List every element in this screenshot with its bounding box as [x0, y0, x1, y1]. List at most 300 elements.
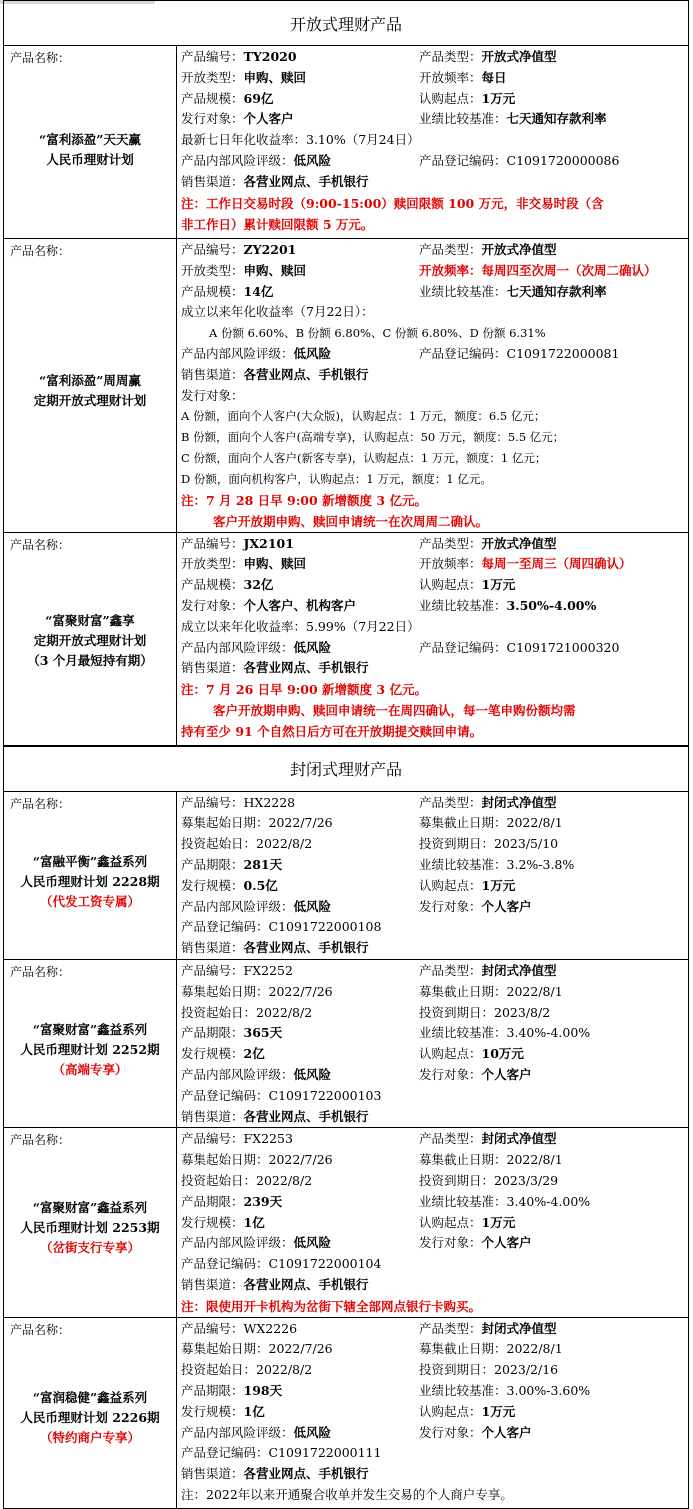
field-text: 产品内部风险评级： — [181, 345, 294, 361]
field-text: C1091722000103 — [268, 1087, 382, 1103]
detail-row — [181, 575, 688, 596]
issue-label: 发行对象： — [181, 387, 244, 403]
field-text: 业绩比较基准： — [419, 1193, 507, 1209]
field-text: 开放频率： — [419, 556, 482, 572]
field-text: 产品内部风险评级： — [181, 639, 294, 655]
product-name-label: 产品名称： — [10, 537, 71, 552]
field-text: 低风险 — [293, 1424, 332, 1440]
field-text: 1亿 — [243, 1214, 265, 1230]
product-name-label: 产品名称： — [10, 244, 71, 258]
product-name-cell — [4, 239, 177, 533]
field-text: 产品编号： — [181, 794, 244, 810]
detail-row — [181, 344, 688, 365]
detail-row — [181, 1213, 688, 1234]
product-sheet — [3, 0, 689, 1509]
detail-row — [181, 68, 688, 89]
field-text: 2022/8/1 — [506, 1152, 563, 1168]
field-text: 开放式净值型 — [481, 242, 557, 257]
field-text: 产品类型： — [419, 794, 482, 810]
field-text: 产品期限： — [181, 856, 244, 872]
field-text: 封闭式净值型 — [481, 794, 557, 810]
open-section-title: 开放式理财产品 — [3, 0, 689, 45]
field-text: 申购、赎回 — [243, 69, 307, 85]
field-text: 募集起始日期： — [181, 983, 269, 999]
field-text: 投资起始日： — [181, 1362, 257, 1378]
field-text: 1万元 — [481, 877, 516, 893]
field-text: 产品登记编码： — [181, 919, 269, 935]
product-details — [177, 532, 689, 745]
field-text: 各营业网点、手机银行 — [243, 1276, 369, 1292]
detail-row — [181, 961, 688, 982]
field-text: 发行对象： — [181, 111, 244, 127]
field-text: 低风险 — [293, 345, 332, 361]
field-text: 持有至少 91 个自然日后方可在开放期提交赎回申请。 — [181, 724, 483, 740]
field-text: 3.2%-3.8% — [506, 856, 575, 872]
field-text: 个人客户 — [481, 898, 532, 914]
product-row — [4, 239, 689, 533]
field-text: WX2226 — [243, 1320, 298, 1336]
detail-row — [181, 1150, 688, 1171]
detail-row — [181, 813, 688, 834]
field-text: 个人客户 — [243, 111, 294, 127]
product-name — [4, 1198, 176, 1258]
product-row — [4, 532, 689, 745]
channel-line — [181, 1464, 688, 1485]
field-text: 产品编号： — [181, 962, 244, 978]
field-text: 人民币理财计划 — [46, 152, 134, 167]
field-text: 注：7 月 26 日早 9:00 新增额度 3 亿元。 — [181, 682, 427, 698]
product-name — [4, 371, 176, 411]
field-text: 发行对象： — [419, 1235, 482, 1251]
field-text: 2023/3/29 — [494, 1172, 559, 1188]
field-text: 人民币理财计划 2228期 — [20, 873, 160, 889]
detail-row — [181, 1381, 688, 1402]
field-text: 封闭式净值型 — [481, 1320, 557, 1336]
field-text: 281天 — [243, 856, 283, 872]
detail-row — [181, 1003, 688, 1024]
field-text: 投资到期日： — [419, 1004, 495, 1020]
detail-row — [181, 109, 688, 130]
field-text: 业绩比较基准： — [419, 111, 507, 127]
field-text: 销售渠道： — [181, 940, 244, 956]
detail-row — [181, 1360, 688, 1381]
field-text: 认购起点： — [419, 577, 482, 593]
product-name-label: 产品名称： — [10, 964, 71, 979]
field-text: 投资到期日： — [419, 836, 495, 852]
field-text: 低风险 — [293, 1235, 332, 1251]
product-name — [4, 1020, 176, 1080]
field-text: 开放类型： — [181, 69, 244, 85]
field-text: 非工作日）累计赎回限额 5 万元。 — [181, 216, 374, 232]
field-text: 产品登记编码： — [419, 639, 507, 655]
product-note — [181, 490, 688, 532]
issue-line: B 份额，面向个人客户(高端专享)，认购起点：50 万元，额度：5.5 亿元； — [181, 430, 565, 445]
issue-line: A 份额，面向个人客户(大众版)，认购起点：1 万元，额度：6.5 亿元； — [181, 409, 546, 424]
field-text: 3.40%-4.00% — [506, 1193, 591, 1209]
field-text: 发行对象： — [419, 898, 482, 914]
field-text: 认购起点： — [419, 877, 482, 893]
reg-line — [181, 917, 688, 938]
field-text: 各营业网点、手机银行 — [243, 940, 369, 956]
field-text: C1091722000108 — [268, 919, 382, 935]
field-text: 客户开放期申购、赎回申请统一在次周周二确认。 — [213, 513, 489, 529]
detail-row — [181, 89, 688, 110]
field-text: 注：7 月 28 日早 9:00 新增额度 3 亿元。 — [181, 492, 427, 508]
field-text: “富聚财富”鑫享 — [45, 612, 135, 628]
field-text: 产品类型： — [419, 962, 482, 978]
product-row — [4, 1317, 689, 1508]
field-text: 七天通知存款利率 — [506, 283, 607, 299]
field-text: 销售渠道： — [181, 660, 244, 676]
open-products-table — [3, 45, 689, 746]
product-tag: （代发工资专属） — [39, 893, 140, 909]
field-text: 人民币理财计划 2226期 — [20, 1409, 160, 1425]
field-text: “富润稳健”鑫益系列 — [32, 1389, 148, 1405]
field-text: 2022/8/2 — [256, 1172, 313, 1188]
product-row — [4, 46, 689, 239]
field-text: 募集截止日期： — [419, 815, 507, 831]
product-tag: （特约商户专享） — [39, 1429, 140, 1445]
product-name-cell — [4, 1317, 177, 1508]
field-text: ZY2201 — [243, 242, 297, 257]
field-text: 认购起点： — [419, 1046, 482, 1062]
field-text: 产品规模： — [181, 283, 244, 299]
field-text: 产品编号： — [181, 49, 244, 64]
field-text: 1万元 — [481, 577, 516, 593]
product-note: 注：2022年以来开通聚合收单并发生交易的个人商户专享。 — [181, 1487, 513, 1503]
product-name-cell — [4, 791, 177, 959]
field-text: 开放频率： — [419, 262, 482, 278]
field-text: 发行对象： — [181, 597, 244, 613]
field-text: 定期开放式理财计划 — [33, 393, 147, 408]
product-name — [4, 1388, 176, 1448]
field-text: 69亿 — [243, 90, 274, 106]
field-text: C1091722000104 — [268, 1256, 382, 1272]
closed-products-table — [3, 791, 689, 1509]
field-text: 2023/2/16 — [494, 1362, 559, 1378]
field-text: 产品期限： — [181, 1193, 244, 1209]
yield-line: 成立以来年化收益率（7月22日）： — [181, 304, 374, 320]
field-text: 2023/8/2 — [494, 1004, 551, 1020]
field-text: 募集截止日期： — [419, 1152, 507, 1168]
field-text: 低风险 — [293, 1066, 332, 1082]
product-row — [4, 791, 689, 959]
field-text: 募集起始日期： — [181, 1341, 269, 1357]
field-text: 1万元 — [481, 1214, 516, 1230]
detail-row — [181, 855, 688, 876]
detail-row — [181, 1402, 688, 1423]
field-text: 发行对象： — [419, 1424, 482, 1440]
field-text: 客户开放期申购、赎回申请统一在周四确认，每一笔申购份额均需 — [213, 703, 576, 719]
product-name-label: 产品名称： — [10, 1322, 71, 1337]
detail-row — [181, 834, 688, 855]
reg-line — [181, 1086, 688, 1107]
detail-row — [181, 261, 688, 282]
field-text: 认购起点： — [419, 90, 482, 106]
detail-row — [181, 1171, 688, 1192]
field-text: 产品编号： — [181, 242, 244, 257]
field-text: 各营业网点、手机银行 — [243, 1466, 369, 1482]
detail-row — [181, 793, 688, 814]
field-text: 产品内部风险评级： — [181, 152, 294, 168]
share-yield-line: A 份额 6.60%、B 份额 6.80%、C 份额 6.80%、D 份额 6.31% — [209, 326, 546, 341]
field-text: 业绩比较基准： — [419, 856, 507, 872]
field-text: C1091722000111 — [268, 1445, 382, 1461]
field-text: 1亿 — [243, 1403, 265, 1419]
field-text: 业绩比较基准： — [419, 597, 507, 613]
field-text: 各营业网点、手机银行 — [243, 366, 369, 382]
field-text: 产品编号： — [181, 535, 244, 551]
field-text: 销售渠道： — [181, 1466, 244, 1482]
field-text: 产品编号： — [181, 1131, 244, 1147]
field-text: 发行规模： — [181, 1046, 244, 1062]
detail-row — [181, 1319, 688, 1340]
field-text: 2022/7/26 — [268, 815, 333, 831]
field-text: 开放式净值型 — [481, 49, 557, 64]
field-text: TY2020 — [243, 49, 297, 64]
product-name-cell — [4, 532, 177, 745]
field-text: 产品登记编码： — [419, 152, 507, 168]
field-text: 发行规模： — [181, 877, 244, 893]
field-text: 产品类型： — [419, 535, 482, 551]
field-text: 个人客户 — [481, 1424, 532, 1440]
field-text: 低风险 — [293, 639, 332, 655]
field-text: 销售渠道： — [181, 366, 244, 382]
field-text: “富融平衡”鑫益系列 — [32, 853, 148, 869]
field-text: 销售渠道： — [181, 1108, 244, 1124]
field-text: 产品登记编码： — [181, 1087, 269, 1103]
field-text: 认购起点： — [419, 1403, 482, 1419]
product-name — [4, 852, 176, 912]
detail-row — [181, 1044, 688, 1065]
field-text: 产品内部风险评级： — [181, 898, 294, 914]
field-text: 募集截止日期： — [419, 983, 507, 999]
field-text: C1091721000320 — [506, 639, 620, 655]
product-details — [177, 959, 689, 1127]
detail-row — [181, 47, 688, 68]
product-details — [177, 239, 689, 533]
field-text: 人民币理财计划 2253期 — [20, 1220, 160, 1236]
yield-line: 最新七日年化收益率：3.10%（7月24日） — [181, 132, 420, 148]
field-text: 产品类型： — [419, 1320, 482, 1336]
detail-row — [181, 596, 688, 617]
field-text: 产品期限： — [181, 1025, 244, 1041]
product-details — [177, 791, 689, 959]
product-tag: （岔街支行专享） — [39, 1240, 140, 1256]
field-text: 3.00%-3.60% — [506, 1383, 591, 1399]
field-text: 各营业网点、手机银行 — [243, 660, 369, 676]
field-text: 投资到期日： — [419, 1362, 495, 1378]
yield-line: 成立以来年化收益率：5.99%（7月22日） — [181, 618, 420, 634]
detail-row — [181, 534, 688, 555]
channel-line — [181, 365, 688, 386]
field-text: 募集截止日期： — [419, 1341, 507, 1357]
field-text: 1万元 — [481, 1403, 516, 1419]
field-text: 2022/8/1 — [506, 1341, 563, 1357]
field-text: 产品登记编码： — [181, 1445, 269, 1461]
detail-row — [181, 982, 688, 1003]
field-text: 人民币理财计划 2252期 — [20, 1041, 160, 1057]
field-text: 产品类型： — [419, 1131, 482, 1147]
channel-line — [181, 1107, 688, 1128]
field-text: C1091722000081 — [506, 345, 620, 361]
field-text: 投资起始日： — [181, 1004, 257, 1020]
field-text: 发行规模： — [181, 1214, 244, 1230]
reg-line — [181, 1443, 688, 1464]
field-text: 每周一至周三（周四确认） — [481, 556, 632, 572]
field-text: 销售渠道： — [181, 173, 244, 189]
field-text: 2亿 — [243, 1046, 265, 1062]
field-text: “富利添盈”天天赢 — [39, 132, 141, 147]
issue-line: D 份额，面向机构客户，认购起点：1 万元，额度：1 亿元。 — [181, 471, 492, 486]
field-text: 定期开放式理财计划 — [33, 632, 147, 648]
field-text: 产品规模： — [181, 577, 244, 593]
field-text: 0.5亿 — [243, 877, 278, 893]
field-text: 产品类型： — [419, 49, 482, 64]
detail-row — [181, 638, 688, 659]
field-text: 投资起始日： — [181, 836, 257, 852]
field-text: 个人客户 — [481, 1235, 532, 1251]
field-text: 七天通知存款利率 — [506, 111, 607, 127]
detail-row — [181, 1192, 688, 1213]
field-text: 2022/7/26 — [268, 983, 333, 999]
product-name-cell — [4, 1128, 177, 1317]
field-text: 开放频率： — [419, 69, 482, 85]
field-text: 32亿 — [243, 577, 274, 593]
product-tag: （高端专享） — [52, 1061, 128, 1077]
reg-line — [181, 1254, 688, 1275]
product-details — [177, 1128, 689, 1317]
product-name-cell — [4, 46, 177, 239]
product-details — [177, 1317, 689, 1508]
detail-row — [181, 282, 688, 303]
field-text: 2022/7/26 — [268, 1152, 333, 1168]
field-text: “富聚财富”鑫益系列 — [32, 1200, 148, 1216]
detail-row — [181, 1423, 688, 1444]
product-note — [181, 679, 688, 742]
field-text: HX2228 — [243, 794, 296, 810]
issue-line: C 份额，面向个人客户(新客专享)，认购起点：1 万元，额度：1 亿元； — [181, 450, 547, 465]
field-text: 注：工作日交易时段（9:00-15:00）赎回限额 100 万元，非交易时段（含 — [181, 195, 604, 211]
channel-line — [181, 172, 688, 193]
field-text: 2022/8/1 — [506, 815, 563, 831]
field-text: “富利添盈”周周赢 — [39, 373, 141, 388]
field-text: 2023/5/10 — [494, 836, 559, 852]
product-name — [4, 611, 176, 671]
detail-row — [181, 554, 688, 575]
channel-line — [181, 1275, 688, 1296]
field-text: 产品类型： — [419, 242, 482, 257]
field-text: 产品内部风险评级： — [181, 1235, 294, 1251]
detail-row — [181, 1023, 688, 1044]
field-text: 开放式净值型 — [481, 535, 557, 551]
field-text: C1091720000086 — [506, 152, 620, 168]
field-text: 产品内部风险评级： — [181, 1066, 294, 1082]
product-name-label: 产品名称： — [10, 796, 71, 811]
field-text: 产品规模： — [181, 90, 244, 106]
channel-line — [181, 938, 688, 959]
field-text: “富聚财富”鑫益系列 — [32, 1021, 148, 1037]
field-text: 开放类型： — [181, 556, 244, 572]
field-text: 各营业网点、手机银行 — [243, 173, 369, 189]
field-text: 销售渠道： — [181, 1276, 244, 1292]
detail-row — [181, 876, 688, 897]
product-note — [181, 193, 688, 235]
field-text: 产品登记编码： — [181, 1256, 269, 1272]
field-text: 198天 — [243, 1383, 283, 1399]
field-text: 募集起始日期： — [181, 815, 269, 831]
field-text: 申购、赎回 — [243, 262, 307, 278]
field-text: 239天 — [243, 1193, 283, 1209]
field-text: 封闭式净值型 — [481, 1131, 557, 1147]
field-text: 业绩比较基准： — [419, 283, 507, 299]
field-text: 个人客户、机构客户 — [243, 597, 357, 613]
field-text: 个人客户 — [481, 1066, 532, 1082]
channel-line — [181, 658, 688, 679]
field-text: JX2101 — [243, 535, 294, 551]
field-text: 业绩比较基准： — [419, 1025, 507, 1041]
detail-row — [181, 1233, 688, 1254]
field-text: 3.50%-4.00% — [506, 597, 597, 613]
field-text: FX2253 — [243, 1131, 293, 1147]
field-text: FX2252 — [243, 962, 293, 978]
field-text: 2022/8/2 — [256, 1004, 313, 1020]
field-text: 低风险 — [293, 898, 332, 914]
field-text: 各营业网点、手机银行 — [243, 1108, 369, 1124]
field-text: 2022/8/2 — [256, 836, 313, 852]
field-text: 发行对象： — [419, 1066, 482, 1082]
product-name — [4, 130, 176, 170]
field-text: 1万元 — [481, 90, 516, 106]
field-text: 低风险 — [293, 152, 332, 168]
field-text: 每周四至次周一（次周二确认） — [481, 262, 657, 278]
detail-row — [181, 1065, 688, 1086]
product-details — [177, 46, 689, 239]
field-text: 投资起始日： — [181, 1172, 257, 1188]
field-text: 每日 — [481, 69, 507, 85]
field-text: 365天 — [243, 1025, 283, 1041]
field-text: 2022/8/2 — [256, 1362, 313, 1378]
field-text: （3 个月最短持有期） — [27, 652, 153, 668]
detail-row — [181, 151, 688, 172]
field-text: 封闭式净值型 — [481, 962, 557, 978]
product-name-label: 产品名称： — [10, 1133, 71, 1148]
field-text: 产品编号： — [181, 1320, 244, 1336]
detail-row — [181, 240, 688, 261]
field-text: 申购、赎回 — [243, 556, 307, 572]
field-text: 产品期限： — [181, 1383, 244, 1399]
field-text: 产品内部风险评级： — [181, 1424, 294, 1440]
product-note: 注：限使用开卡机构为岔街下辖全部网点银行卡购买。 — [181, 1298, 482, 1314]
field-text: 2022/8/1 — [506, 983, 563, 999]
product-name-cell — [4, 959, 177, 1127]
field-text: 开放类型： — [181, 262, 244, 278]
field-text: 产品登记编码： — [419, 345, 507, 361]
field-text: 3.40%-4.00% — [506, 1025, 591, 1041]
field-text: 业绩比较基准： — [419, 1383, 507, 1399]
product-name-label: 产品名称： — [10, 51, 71, 65]
field-text: 10万元 — [481, 1046, 524, 1062]
field-text: 认购起点： — [419, 1214, 482, 1230]
field-text: 募集起始日期： — [181, 1152, 269, 1168]
detail-row — [181, 1339, 688, 1360]
field-text: 2022/7/26 — [268, 1341, 333, 1357]
product-row — [4, 1128, 689, 1317]
detail-row — [181, 897, 688, 918]
field-text: 发行规模： — [181, 1403, 244, 1419]
detail-row — [181, 1129, 688, 1150]
product-row — [4, 959, 689, 1127]
